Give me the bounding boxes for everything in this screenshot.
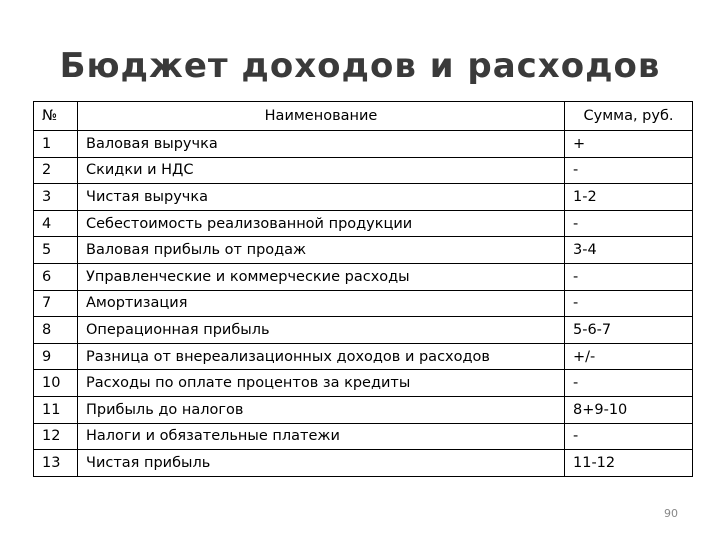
- table-row: [34, 237, 693, 264]
- table-row: [34, 423, 693, 450]
- cell-name: Валовая выручка: [78, 131, 565, 158]
- cell-name: Скидки и НДС: [78, 157, 565, 184]
- cell-sum: 8+9-10: [565, 396, 693, 423]
- cell-name: Налоги и обязательные платежи: [78, 423, 565, 450]
- table-row: [34, 450, 693, 477]
- cell-sum: -: [565, 263, 693, 290]
- cell-number: 9: [34, 343, 78, 370]
- cell-name: Разница от внереализационных доходов и расходов: [78, 343, 565, 370]
- cell-number: 8: [34, 317, 78, 344]
- cell-name: Амортизация: [78, 290, 565, 317]
- cell-sum: +: [565, 131, 693, 158]
- cell-number: 2: [34, 157, 78, 184]
- cell-number: 11: [34, 396, 78, 423]
- cell-name: Валовая прибыль от продаж: [78, 237, 565, 264]
- table-row: [34, 396, 693, 423]
- cell-sum: 1-2: [565, 184, 693, 211]
- cell-name: Управленческие и коммерческие расходы: [78, 263, 565, 290]
- cell-number: 10: [34, 370, 78, 397]
- cell-name: Чистая прибыль: [78, 450, 565, 477]
- cell-number: 12: [34, 423, 78, 450]
- cell-sum: 5-6-7: [565, 317, 693, 344]
- column-header-name: Наименование: [78, 102, 565, 131]
- cell-number: 13: [34, 450, 78, 477]
- budget-table: [33, 101, 693, 477]
- table-row: [34, 290, 693, 317]
- table-row: [34, 317, 693, 344]
- cell-name: Операционная прибыль: [78, 317, 565, 344]
- cell-sum: 11-12: [565, 450, 693, 477]
- cell-sum: 3-4: [565, 237, 693, 264]
- cell-sum: -: [565, 210, 693, 237]
- cell-name: Расходы по оплате процентов за кредиты: [78, 370, 565, 397]
- cell-sum: -: [565, 370, 693, 397]
- cell-sum: +/-: [565, 343, 693, 370]
- column-header-sum: Сумма, руб.: [565, 102, 693, 131]
- column-header-number: №: [34, 102, 78, 131]
- table-row: [34, 263, 693, 290]
- table-row: [34, 157, 693, 184]
- table-row: [34, 131, 693, 158]
- cell-name: Чистая выручка: [78, 184, 565, 211]
- page-number: 90: [664, 507, 678, 520]
- cell-name: Себестоимость реализованной продукции: [78, 210, 565, 237]
- table-row: [34, 343, 693, 370]
- cell-name: Прибыль до налогов: [78, 396, 565, 423]
- cell-number: 3: [34, 184, 78, 211]
- cell-number: 1: [34, 131, 78, 158]
- cell-number: 4: [34, 210, 78, 237]
- cell-sum: -: [565, 423, 693, 450]
- cell-sum: -: [565, 290, 693, 317]
- table-row: [34, 184, 693, 211]
- cell-number: 7: [34, 290, 78, 317]
- page-title: Бюджет доходов и расходов: [59, 46, 661, 86]
- table-row: [34, 210, 693, 237]
- table-row: [34, 370, 693, 397]
- table-header-row: [34, 102, 693, 131]
- cell-number: 5: [34, 237, 78, 264]
- cell-sum: -: [565, 157, 693, 184]
- cell-number: 6: [34, 263, 78, 290]
